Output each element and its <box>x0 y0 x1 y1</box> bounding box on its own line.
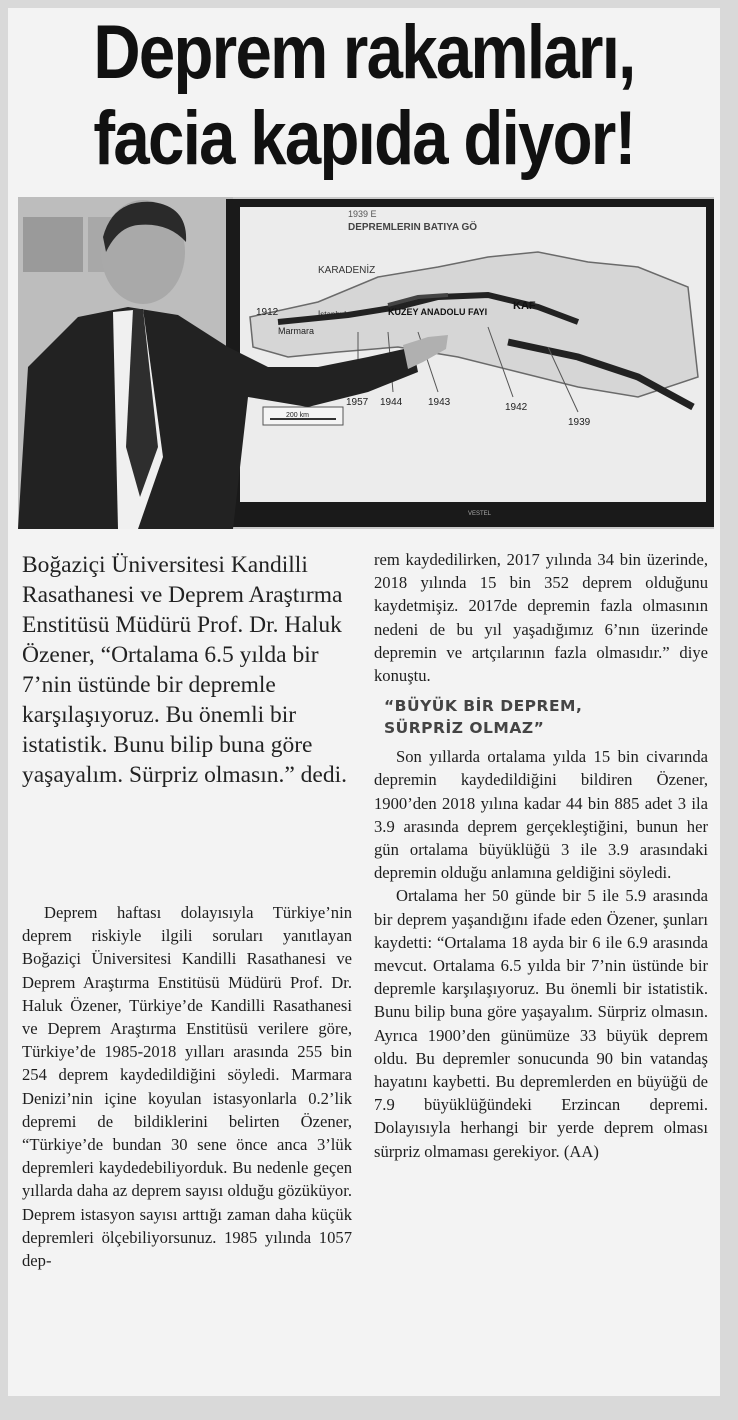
map-label-sea: KARADENİZ <box>318 265 376 276</box>
body-paragraph-3: Ortalama her 50 günde bir 5 ile 5.9 arasında bir deprem yaşandığını ifade eden Özener, şunları kaydetti: “Ortalama 18 ayda bir 6 ile 6.9 arasında mevcut. Ortalama 6.5 yılda bir 7’nin üstünde bir depremle karşılaşıyoruz. Bu önemli bir istatistik. Bunu bilip buna göre yaşayalım. Sürpriz olmasın. Ayrıca 1900’den günümüze 33 büyük deprem oldu. Bu depremler sonucunda 90 bin vatandaş hayatını kaybetti. Bu depremlerden en büyüğü de 7.9 büyüklüğündeki Erzincan depremi. Dolayısıyla herhangi bir yerde deprem olması sürpriz olmaması gerekiyor. (AA) <box>374 886 708 1161</box>
map-year-1943: 1943 <box>428 397 451 408</box>
map-label-top-small: 1939 E <box>348 209 377 219</box>
body-paragraph-2: Son yıllarda ortalama yılda 15 bin civarında depremin kaydedildiğini bildiren Özener, 1900’den 2018 yılına kadar 44 bin 885 adet 3 ila 3.9 arasında deprem gerçekleştiğini, bunun her gün ortalama büyüklüğü 3 ile 3.9 arasındaki depremin olduğu anlamına geldiğini söyledi. <box>374 747 708 883</box>
headline-line-1: Deprem rakamları, <box>93 10 635 95</box>
map-label-fault: KUZEY ANADOLU FAYI <box>388 307 488 317</box>
map-label-marmara: Marmara <box>278 326 315 336</box>
body-paragraph-1: Deprem haftası dolayısıyla Türkiye’nin deprem riskiyle ilgili soruları yanıtlayan Boğaziçi Üniversitesi Kandilli Rasathanesi ve Deprem Araştırma Enstitüsü Müdürü Prof. Dr. Haluk Özener, Türkiye’de Kandilli Rasathanesi ve Deprem Araştırma Enstitüsü verilere göre, Türkiye’de 1985-2018 yılları arasında 255 bin 254 deprem kaydedildiğini söyledi. Marmara Denizi’nin içine koyulan istasyonlarla 0.2’lik depremi de bildiklerini belirten Özener, “Türkiye’de bundan 30 sene önce anca 3’lük depremleri kaydedebiliyorduk. Bu nedenle geçen yıllarda daha az deprem sayısı olduğu gözüküyor. Deprem istasyon sayısı arttığı zaman daha küçük depremleri ölçebiliyorsunuz. 1985 yılında 1057 dep- <box>22 903 352 1271</box>
body-column-left <box>22 901 352 1272</box>
map-label-kaf: KAF <box>513 300 536 312</box>
subheading <box>384 695 708 739</box>
subheading-line-1: “BÜYÜK BİR DEPREM, <box>384 697 583 716</box>
map-year-1939: 1939 <box>568 417 591 428</box>
body-column-right <box>374 548 708 1163</box>
headline-line-2: facia kapıda diyor! <box>93 96 635 181</box>
photo-illustration <box>18 197 714 529</box>
tv-brand: VESTEL <box>468 511 492 517</box>
map-label-istanbul: İstanbul <box>318 310 347 319</box>
map-year-1957: 1957 <box>346 397 369 408</box>
newspaper-page <box>8 8 720 1396</box>
headline <box>58 10 670 182</box>
lead-paragraph <box>22 550 347 790</box>
subheading-line-2: SÜRPRİZ OLMAZ” <box>384 719 545 738</box>
map-year-1912: 1912 <box>256 307 279 318</box>
map-label-top: DEPREMLERIN BATIYA GÖ <box>348 222 478 233</box>
map-year-1944: 1944 <box>380 397 403 408</box>
body-paragraph-1-continued: rem kaydedilirken, 2017 yılında 34 bin üzerinde, 2018 yılında 15 bin 352 deprem olduğunu kaydetmişiz. 2017de depremin fazla olmasının nedeni de bu yıl yaşadığımız 6’nın üzerinde depremin ve artçılarının fazla olmasıdır.” diye konuştu. <box>374 550 708 686</box>
article-photo <box>18 197 714 529</box>
map-label-scale: 200 km <box>286 412 309 419</box>
lead-text: Boğaziçi Üniversitesi Kandilli Rasathanesi ve Deprem Araştırma Enstitüsü Müdürü Prof. Dr. Haluk Özener, “Ortalama 6.5 yılda bir 7’nin üstünde bir depremle karşılaşıyoruz. Bu önemli bir istatistik. Bunu bilip buna göre yaşayalım. Sürpriz olmasın.” dedi. <box>22 552 348 788</box>
map-year-1942: 1942 <box>505 402 528 413</box>
